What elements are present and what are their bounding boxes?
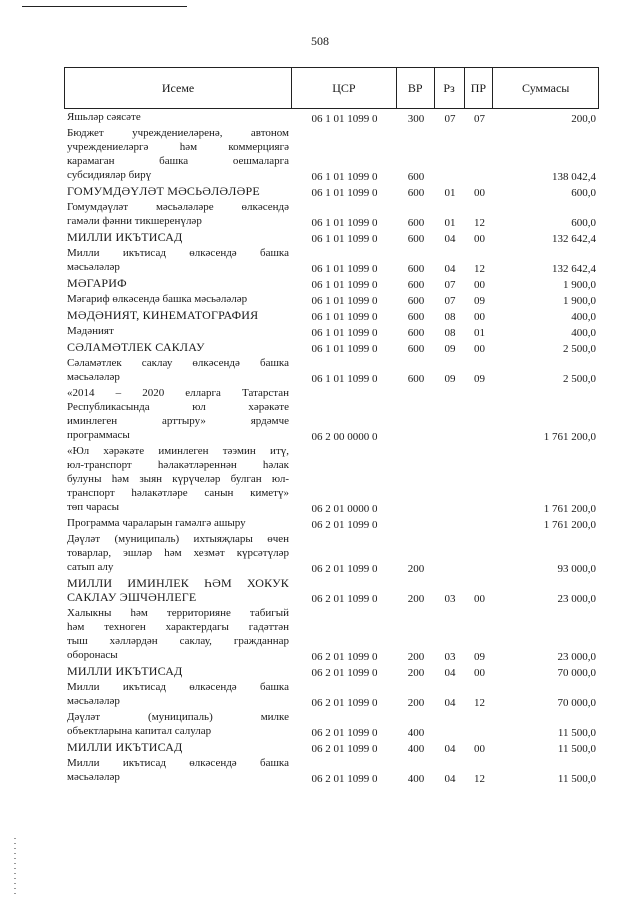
row-name-line: «Юл хәрәкәте иминлеген тәэмин итү, [67, 445, 289, 457]
row-rz: 03 [444, 593, 456, 605]
row-vr: 600 [407, 279, 425, 291]
table-row [64, 516, 599, 532]
row-sum: 1 761 200,0 [543, 431, 596, 443]
row-name [67, 710, 289, 738]
table-row [64, 110, 599, 126]
row-name [67, 324, 289, 338]
row-rz: 04 [444, 773, 456, 785]
row-vr: 600 [407, 233, 425, 245]
table-row [64, 680, 599, 710]
row-vr: 400 [407, 773, 425, 785]
row-name-line: Сәламәтлек саклау өлкәсендә башка [67, 357, 289, 369]
row-name-line: МИЛЛИ ИКЪТИСАД [67, 230, 183, 244]
row-sum: 1 900,0 [563, 279, 596, 291]
row-vr: 600 [407, 373, 425, 385]
row-name [67, 576, 289, 604]
row-name [67, 308, 289, 322]
row-name [67, 532, 289, 574]
row-name [67, 184, 289, 198]
row-pr: 00 [474, 343, 485, 355]
row-name-line: ГОМУМДӘҮЛӘТ МӘСЬӘЛӘЛӘРЕ [67, 184, 260, 198]
column-header-name: Исеме [65, 68, 292, 108]
row-vr: 400 [407, 727, 425, 739]
row-name [67, 200, 289, 228]
row-sum: 132 642,4 [552, 233, 596, 245]
row-rz: 09 [444, 343, 456, 355]
row-name-line: Гомумдәүләт мәсьәләләре өлкәсендә [67, 201, 289, 213]
row-name-line: МИЛЛИ ИКЪТИСАД [67, 740, 183, 754]
row-sum: 400,0 [571, 327, 596, 339]
row-vr: 300 [407, 113, 425, 125]
row-csr: 06 1 01 1099 0 [311, 233, 378, 245]
row-csr: 06 2 01 1099 0 [311, 651, 378, 663]
row-name [67, 664, 289, 678]
table-row [64, 740, 599, 756]
row-name [67, 356, 289, 384]
row-name-line: МИЛЛИ ИКЪТИСАД [67, 664, 183, 678]
table-row [64, 710, 599, 740]
row-name-line: оборонасы [67, 649, 118, 661]
row-csr: 06 1 01 1099 0 [311, 311, 378, 323]
row-sum: 70 000,0 [557, 667, 596, 679]
column-header-csr: ЦСР [292, 68, 397, 108]
row-csr: 06 1 01 1099 0 [311, 263, 378, 275]
row-csr: 06 2 01 1099 0 [311, 697, 378, 709]
row-pr: 00 [474, 311, 485, 323]
row-vr: 600 [407, 311, 425, 323]
row-name-line: сатып алу [67, 561, 114, 573]
row-rz: 04 [444, 233, 456, 245]
row-sum: 400,0 [571, 311, 596, 323]
row-sum: 11 500,0 [557, 743, 596, 755]
column-header-pr: ПР [465, 68, 494, 108]
row-sum: 132 642,4 [552, 263, 596, 275]
row-name [67, 444, 289, 514]
table-header [64, 67, 599, 109]
row-name [67, 340, 289, 354]
row-name-line: булуны һәм зыян күрүчеләр булган юл- [67, 473, 289, 485]
row-name-line: тыш хәлләрдән саклау, гражданнар [67, 635, 289, 647]
row-name-line: һәм техноген характердагы гадәттән [67, 621, 289, 633]
row-name-line: Халыкны һәм территорияне табигый [67, 607, 289, 619]
row-vr: 600 [407, 263, 425, 275]
row-sum: 200,0 [571, 113, 596, 125]
row-vr: 200 [407, 697, 425, 709]
row-name-line: карамаган башка оешмаларга [67, 155, 289, 167]
row-name-line: объектларына капитал салулар [67, 725, 212, 737]
row-sum: 2 500,0 [563, 343, 596, 355]
row-name [67, 606, 289, 662]
row-name-line: юл-транспорт һәлакәтләреннән һәлак [67, 459, 289, 471]
table-row [64, 276, 599, 292]
table-row [64, 126, 599, 184]
row-name-line: учреждениеләргә һәм коммерциягә [67, 141, 289, 153]
row-sum: 70 000,0 [557, 697, 596, 709]
row-name-line: транспорт һәлакәтләре санын киметү» [67, 487, 289, 499]
row-rz: 03 [444, 651, 456, 663]
row-name-line: Мәдәният [67, 325, 114, 337]
row-name [67, 516, 289, 530]
table-row [64, 200, 599, 230]
row-rz: 08 [444, 327, 456, 339]
row-name [67, 246, 289, 274]
row-rz: 07 [444, 279, 456, 291]
table-row [64, 246, 599, 276]
column-header-vr: ВР [397, 68, 435, 108]
row-name [67, 386, 289, 442]
row-name [67, 756, 289, 784]
column-header-sum: Суммасы [522, 80, 570, 95]
row-csr: 06 2 01 1099 0 [311, 743, 378, 755]
table-row [64, 324, 599, 340]
table-row [64, 606, 599, 664]
row-name-line: иминлеген арттыру» ярдәмче [67, 415, 289, 427]
row-name-line: СӘЛАМӘТЛЕК САКЛАУ [67, 340, 205, 354]
row-rz: 07 [444, 295, 456, 307]
row-csr: 06 1 01 1099 0 [311, 187, 378, 199]
row-sum: 23 000,0 [557, 593, 596, 605]
row-rz: 04 [444, 263, 456, 275]
row-name-line: Милли икътисад өлкәсендә башка [67, 247, 289, 259]
row-csr: 06 1 01 1099 0 [311, 295, 378, 307]
row-pr: 12 [474, 217, 485, 229]
row-name-line: Мәгариф өлкәсендә башка мәсьәләләр [67, 293, 248, 305]
row-csr: 06 1 01 1099 0 [311, 217, 378, 229]
table-row [64, 308, 599, 324]
table-row [64, 532, 599, 576]
row-pr: 07 [474, 113, 485, 125]
table-row [64, 664, 599, 680]
row-name-line: мәсьәләләр [67, 695, 120, 707]
row-name-line: Бюджет учреждениеләренә, автоном [67, 127, 289, 139]
row-csr: 06 1 01 1099 0 [311, 113, 378, 125]
table-row [64, 340, 599, 356]
row-name [67, 292, 289, 306]
row-name-line: мәсьәләләр [67, 371, 120, 383]
table-row [64, 444, 599, 516]
row-name-line: программасы [67, 429, 130, 441]
row-vr: 600 [407, 327, 425, 339]
top-rule [22, 6, 187, 7]
table-row [64, 292, 599, 308]
row-pr: 00 [474, 279, 485, 291]
table-row [64, 230, 599, 246]
row-sum: 93 000,0 [557, 563, 596, 575]
row-name-line: Республикасында юл хәрәкәте [67, 401, 289, 413]
row-pr: 00 [474, 593, 485, 605]
row-rz: 07 [444, 113, 456, 125]
row-vr: 600 [407, 343, 425, 355]
row-csr: 06 2 01 1099 0 [311, 593, 378, 605]
row-pr: 12 [474, 263, 485, 275]
row-vr: 600 [407, 295, 425, 307]
row-pr: 12 [474, 697, 485, 709]
row-vr: 600 [407, 187, 425, 199]
row-csr: 06 1 01 1099 0 [311, 279, 378, 291]
row-sum: 1 761 200,0 [543, 503, 596, 515]
row-sum: 138 042,4 [552, 171, 596, 183]
row-rz: 09 [444, 373, 456, 385]
row-name [67, 740, 289, 754]
row-sum: 600,0 [571, 187, 596, 199]
table-row [64, 576, 599, 606]
row-name [67, 230, 289, 244]
row-pr: 00 [474, 667, 485, 679]
row-name-line: гамәли фәнни тикшеренүләр [67, 215, 202, 227]
row-pr: 09 [474, 651, 485, 663]
row-sum: 23 000,0 [557, 651, 596, 663]
row-sum: 2 500,0 [563, 373, 596, 385]
row-sum: 11 500,0 [557, 773, 596, 785]
row-name-line: мәсьәләләр [67, 771, 120, 783]
row-name-line: Яшьләр сәясәте [67, 111, 141, 123]
row-sum: 600,0 [571, 217, 596, 229]
row-rz: 08 [444, 311, 456, 323]
row-vr: 200 [407, 563, 425, 575]
row-vr: 200 [407, 593, 425, 605]
row-csr: 06 1 01 1099 0 [311, 373, 378, 385]
row-name-line: Милли икътисад өлкәсендә башка [67, 757, 289, 769]
row-csr: 06 2 00 0000 0 [311, 431, 378, 443]
row-pr: 00 [474, 187, 485, 199]
table-row [64, 184, 599, 200]
row-name [67, 276, 289, 290]
row-name-line: Программа чараларын гамәлгә ашыру [67, 517, 246, 529]
row-csr: 06 2 01 1099 0 [311, 563, 378, 575]
row-name-line: Дәүләт (муниципаль) ихтыяҗлары өчен [67, 533, 289, 545]
table-row [64, 386, 599, 444]
row-csr: 06 2 01 1099 0 [311, 773, 378, 785]
table-row [64, 756, 599, 786]
row-rz: 04 [444, 743, 456, 755]
row-csr: 06 2 01 1099 0 [311, 519, 378, 531]
row-name [67, 126, 289, 182]
row-pr: 00 [474, 743, 485, 755]
row-pr: 12 [474, 773, 485, 785]
row-name-line: Милли икътисад өлкәсендә башка [67, 681, 289, 693]
row-vr: 200 [407, 651, 425, 663]
row-rz: 04 [444, 697, 456, 709]
row-name-line: МИЛЛИ ИМИНЛЕК ҺӘМ ХОКУК [67, 576, 289, 590]
row-csr: 06 1 01 1099 0 [311, 343, 378, 355]
scan-edge-marks [14, 838, 16, 898]
row-vr: 200 [407, 667, 425, 679]
row-pr: 09 [474, 373, 485, 385]
row-name-line: «2014 – 2020 елларга Татарстан [67, 387, 289, 399]
row-name-line: субсидияләр бирү [67, 169, 152, 181]
row-name-line: товарлар, эшләр һәм хезмәт күрсәтүләр [67, 547, 289, 559]
table-body [64, 110, 599, 786]
row-csr: 06 2 01 1099 0 [311, 727, 378, 739]
row-pr: 01 [474, 327, 485, 339]
row-csr: 06 2 01 0000 0 [311, 503, 378, 515]
row-name-line: төп чарасы [67, 501, 120, 513]
row-name-line: МӘГАРИФ [67, 276, 127, 290]
page-number: 508 [311, 34, 329, 48]
row-name-line: Дәүләт (муниципаль) милке [67, 711, 289, 723]
row-rz: 01 [444, 217, 456, 229]
row-pr: 09 [474, 295, 485, 307]
row-name-line: мәсьәләләр [67, 261, 120, 273]
row-csr: 06 1 01 1099 0 [311, 327, 378, 339]
row-sum: 1 900,0 [563, 295, 596, 307]
row-sum: 11 500,0 [557, 727, 596, 739]
row-rz: 04 [444, 667, 456, 679]
row-name-line: САКЛАУ ЭШЧӘНЛЕГЕ [67, 590, 197, 604]
row-rz: 01 [444, 187, 456, 199]
row-vr: 400 [407, 743, 425, 755]
row-csr: 06 2 01 1099 0 [311, 667, 378, 679]
row-name-line: МӘДӘНИЯТ, КИНЕМАТОГРАФИЯ [67, 308, 259, 322]
row-csr: 06 1 01 1099 0 [311, 171, 378, 183]
column-header-rz: Рз [435, 68, 465, 108]
row-name [67, 680, 289, 708]
row-pr: 00 [474, 233, 485, 245]
row-vr: 600 [407, 217, 425, 229]
row-vr: 600 [407, 171, 425, 183]
table-row [64, 356, 599, 386]
row-name [67, 110, 289, 124]
row-sum: 1 761 200,0 [543, 519, 596, 531]
